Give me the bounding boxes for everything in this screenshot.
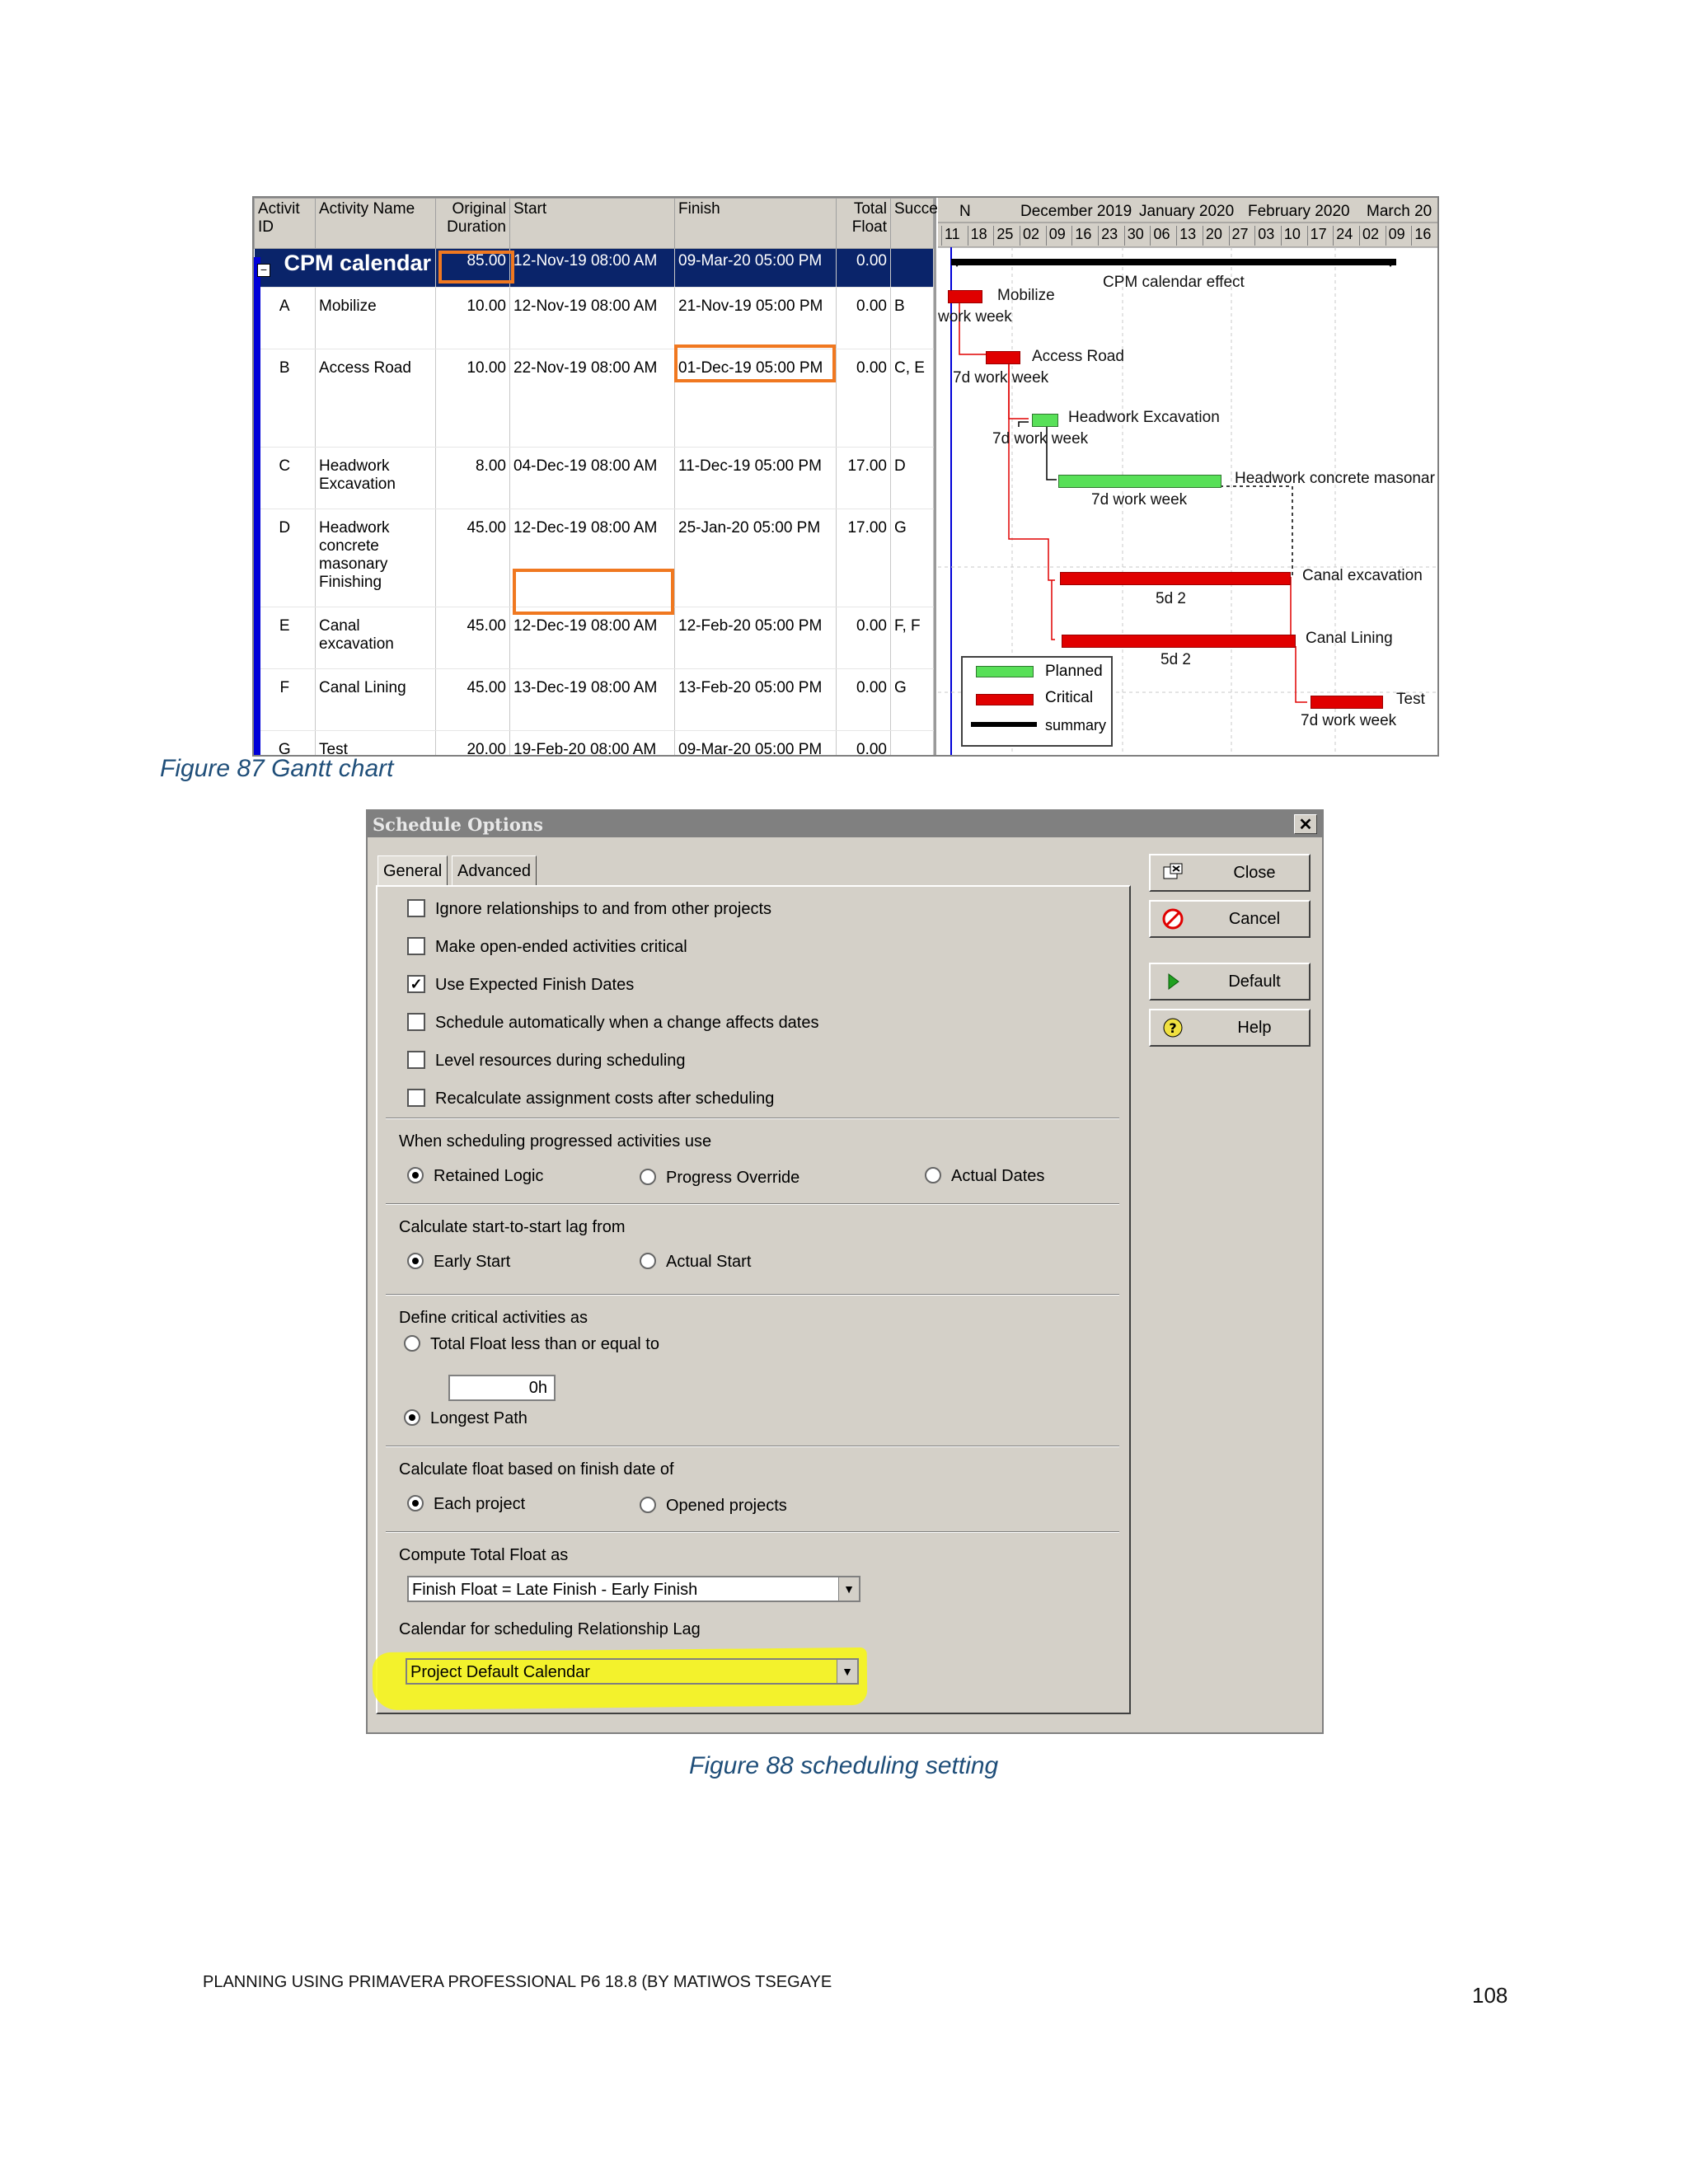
cell-float: 0.00 [837, 731, 891, 757]
week-tick: 17 [1307, 226, 1334, 246]
bar-canal-lining[interactable] [1062, 635, 1296, 648]
week-tick: 16 [1071, 226, 1098, 246]
cell-name: Test [316, 731, 436, 757]
cell-succ: G [891, 669, 934, 731]
gantt-screenshot [252, 196, 1439, 757]
checkbox-label: Schedule automatically when a change affects dates [435, 1014, 819, 1032]
summary-bar[interactable] [951, 259, 1396, 265]
cell-float: 0.00 [837, 349, 891, 448]
page-number: 108 [1472, 1983, 1508, 2008]
radio-button[interactable] [407, 1253, 424, 1269]
option-schedule-automatically[interactable] [407, 1014, 819, 1033]
close-button[interactable] [1149, 854, 1311, 892]
bar-test-commission[interactable] [1311, 696, 1383, 709]
table-row-summary[interactable] [255, 249, 934, 288]
week-tick: 25 [993, 226, 1020, 246]
total-float-value: Finish Float = Late Finish - Early Finish [412, 1581, 698, 1599]
cell-name: Mobilize [316, 288, 436, 349]
dialog-titlebar[interactable] [368, 811, 1322, 837]
total-float-select[interactable] [407, 1576, 860, 1602]
radio-label: Opened projects [666, 1497, 787, 1515]
radio-label: Progress Override [666, 1169, 800, 1187]
gantt-chart-area [938, 198, 1437, 755]
week-tick: 09 [1386, 226, 1412, 246]
divider [386, 1203, 1119, 1205]
cell-start: 04-Dec-19 08:00 AM [510, 448, 675, 509]
svg-text:?: ? [1169, 1020, 1177, 1036]
radio-label: Longest Path [430, 1409, 528, 1427]
annotation-finish-box [674, 344, 836, 382]
total-float-label: Compute Total Float as [399, 1546, 569, 1564]
dialog-title: Schedule Options [373, 814, 543, 835]
checkbox-label: Make open-ended activities critical [435, 938, 687, 956]
week-tick: 02 [1359, 226, 1386, 246]
bar-access-road[interactable] [986, 351, 1020, 364]
cell-finish: 25-Jan-20 05:00 PM [675, 509, 837, 607]
radio-early-start[interactable] [407, 1253, 510, 1272]
month-N: N [959, 203, 971, 220]
radio-button[interactable] [407, 1495, 424, 1511]
cell-succ [891, 731, 934, 757]
option-expected-finish[interactable] [407, 976, 634, 995]
summary-duration: 85.00 [436, 249, 510, 288]
cell-id: B [255, 349, 316, 448]
radio-label: Total Float less than or equal to [430, 1335, 659, 1353]
chevron-down-icon[interactable]: ▼ [838, 1577, 859, 1601]
radio-label: Actual Dates [951, 1167, 1045, 1185]
help-button[interactable] [1149, 1009, 1311, 1047]
col-activity-name[interactable]: Activity Name [316, 199, 436, 249]
page-footer: PLANNING USING PRIMAVERA PROFESSIONAL P6 18.8 (BY MATIWOS TSEGAYE [203, 1973, 832, 1991]
legend-planned-label: Planned [1045, 663, 1103, 680]
progressed-label: When scheduling progressed activities use [399, 1132, 712, 1151]
radio-progress-override[interactable] [640, 1169, 799, 1188]
summary-succ [891, 249, 934, 288]
week-tick: 03 [1254, 226, 1281, 246]
checkbox-open-ended-critical[interactable] [407, 937, 425, 955]
summary-finish: 09-Mar-20 05:00 PM [675, 249, 837, 288]
radio-actual-start[interactable] [640, 1253, 751, 1272]
col-finish[interactable]: Finish [675, 199, 837, 249]
cell-id: A [255, 288, 316, 349]
float-basis-label: Calculate float based on finish date of [399, 1460, 674, 1479]
label-headwork-concrete: Headwork concrete masonar [1235, 470, 1435, 487]
button-label: Default [1228, 972, 1281, 991]
week-ticks [941, 226, 1437, 246]
cell-float: 17.00 [837, 509, 891, 607]
bar-headwork-concrete[interactable] [1058, 475, 1221, 488]
label-mobilize-sub: work week [938, 308, 1012, 326]
cell-start: 13-Dec-19 08:00 AM [510, 669, 675, 731]
col-start[interactable]: Start [510, 199, 675, 249]
table-row[interactable] [255, 731, 934, 757]
label-summary: CPM calendar effect [1103, 274, 1245, 291]
label-canal-lining: Canal Lining [1306, 630, 1393, 647]
summary-float: 0.00 [837, 249, 891, 288]
cell-finish: 09-Mar-20 05:00 PM [675, 731, 837, 757]
week-tick: 16 [1411, 226, 1437, 246]
wbs-band [254, 257, 260, 755]
calendar-label: Calendar for scheduling Relationship Lag [399, 1620, 701, 1638]
option-level-resources[interactable] [407, 1052, 686, 1071]
summary-start: 12-Nov-19 08:00 AM [510, 249, 675, 288]
cell-name: Canal Lining [316, 669, 436, 731]
cell-name: Canal excavation [316, 607, 436, 669]
figure-87-caption: Figure 87 Gantt chart [160, 755, 394, 782]
cancel-icon [1162, 908, 1184, 930]
radio-actual-dates[interactable] [925, 1167, 1044, 1186]
cell-id: D [255, 509, 316, 607]
cell-duration: 20.00 [436, 731, 510, 757]
calendar-value: Project Default Calendar [410, 1663, 590, 1681]
cell-id: F [255, 669, 316, 731]
week-tick: 06 [1150, 226, 1176, 246]
cell-start: 19-Feb-20 08:00 AM [510, 731, 675, 757]
radio-total-float[interactable] [404, 1335, 659, 1354]
month-jan-2020: January 2020 [1139, 203, 1235, 220]
label-canal-excavation-sub: 5d 2 [1156, 590, 1186, 607]
option-recalculate-costs[interactable] [407, 1090, 774, 1108]
table-row[interactable] [255, 448, 934, 509]
schedule-options-dialog [366, 809, 1324, 1734]
cell-name: Headwork concrete masonary Finishing [316, 509, 436, 607]
week-tick: 24 [1333, 226, 1359, 246]
legend-summary-swatch [971, 722, 1037, 727]
checkbox-ignore-relationships[interactable] [407, 899, 425, 917]
checkbox-label: Recalculate assignment costs after scheduling [435, 1090, 775, 1108]
table-row[interactable] [255, 288, 934, 349]
cell-finish: 11-Dec-19 05:00 PM [675, 448, 837, 509]
cell-succ: G [891, 509, 934, 607]
collapse-icon[interactable]: − [257, 264, 270, 277]
float-threshold-input[interactable]: 0h [448, 1375, 556, 1401]
cell-succ: F, F [891, 607, 934, 669]
legend-critical-label: Critical [1045, 689, 1094, 706]
checkbox-expected-finish[interactable]: ✓ [407, 975, 425, 993]
cell-start: 22-Nov-19 08:00 AM [510, 349, 675, 448]
radio-label: Each project [434, 1495, 526, 1513]
sslag-label: Calculate start-to-start lag from [399, 1218, 626, 1236]
summary-name: CPM calendar [255, 249, 436, 288]
week-tick: 13 [1176, 226, 1203, 246]
label-headwork-excavation-sub: 7d work week [992, 430, 1089, 448]
cell-succ: B [891, 288, 934, 349]
cell-duration: 10.00 [436, 349, 510, 448]
cell-duration: 8.00 [436, 448, 510, 509]
cell-succ: D [891, 448, 934, 509]
table-header-row [255, 199, 934, 249]
radio-button[interactable] [404, 1335, 420, 1352]
radio-label: Early Start [434, 1253, 511, 1271]
help-icon [1162, 1017, 1184, 1038]
col-original-duration[interactable]: Original Duration [436, 199, 510, 249]
cell-id: C [255, 448, 316, 509]
radio-label: Retained Logic [434, 1167, 544, 1185]
cell-start: 12-Dec-19 08:00 AM [510, 509, 675, 607]
divider [386, 1446, 1119, 1447]
close-window-icon [1162, 862, 1184, 883]
radio-each-project[interactable] [407, 1495, 525, 1514]
radio-button[interactable] [407, 1167, 424, 1183]
week-tick: 18 [968, 226, 994, 246]
divider [386, 1118, 1119, 1119]
cell-name: Headwork Excavation [316, 448, 436, 509]
cell-start: 12-Nov-19 08:00 AM [510, 288, 675, 349]
label-headwork-excavation: Headwork Excavation [1068, 409, 1220, 426]
col-total-float[interactable]: Total Float [837, 199, 891, 249]
radio-button[interactable] [640, 1253, 656, 1269]
label-test: Test [1396, 691, 1425, 708]
chevron-down-icon[interactable]: ▼ [837, 1660, 857, 1683]
bar-headwork-excavation[interactable] [1032, 414, 1058, 427]
radio-longest-path[interactable] [404, 1409, 528, 1428]
play-icon [1162, 971, 1184, 992]
label-canal-lining-sub: 5d 2 [1160, 651, 1191, 668]
cell-id: G [255, 731, 316, 757]
label-access-road: Access Road [1032, 348, 1124, 365]
option-ignore-relationships[interactable] [407, 900, 771, 919]
checkbox-level-resources[interactable] [407, 1051, 425, 1069]
week-tick: 23 [1098, 226, 1124, 246]
cell-float: 17.00 [837, 448, 891, 509]
checkbox-schedule-automatically[interactable] [407, 1013, 425, 1031]
label-canal-excavation: Canal excavation [1302, 567, 1423, 584]
week-tick: 27 [1229, 226, 1255, 246]
annotation-duration-box [438, 251, 514, 284]
button-label: Close [1233, 864, 1276, 882]
week-tick: 02 [1020, 226, 1046, 246]
radio-button[interactable] [404, 1409, 420, 1426]
week-tick: 11 [941, 226, 968, 246]
cell-float: 0.00 [837, 288, 891, 349]
legend [961, 656, 1113, 747]
week-tick: 10 [1281, 226, 1307, 246]
radio-button[interactable] [640, 1169, 656, 1185]
cell-name: Access Road [316, 349, 436, 448]
cell-duration: 45.00 [436, 509, 510, 607]
radio-retained-logic[interactable] [407, 1167, 543, 1186]
cell-float: 0.00 [837, 669, 891, 731]
tab-general[interactable]: General [377, 855, 448, 886]
cell-duration: 45.00 [436, 607, 510, 669]
general-tab-panel [376, 885, 1131, 1714]
button-label: Help [1237, 1019, 1272, 1037]
cell-duration: 45.00 [436, 669, 510, 731]
radio-opened-projects[interactable] [640, 1497, 787, 1516]
close-icon[interactable]: ✕ [1294, 814, 1317, 834]
checkbox-label: Level resources during scheduling [435, 1052, 686, 1070]
divider [386, 1531, 1119, 1533]
month-feb-2020: February 2020 [1248, 203, 1350, 220]
cell-finish: 01-Dec-19 05:00 PM [675, 349, 837, 448]
cell-finish: 21-Nov-19 05:00 PM [675, 288, 837, 349]
label-mobilize: Mobilize [997, 287, 1055, 304]
cancel-button[interactable] [1149, 900, 1311, 938]
activity-table [254, 198, 936, 755]
default-button[interactable] [1149, 963, 1311, 1001]
divider [386, 1294, 1119, 1296]
table-row[interactable] [255, 607, 934, 669]
label-test-sub: 7d work week [1301, 712, 1397, 729]
week-tick: 30 [1124, 226, 1151, 246]
table-row[interactable] [255, 669, 934, 731]
option-open-ended-critical[interactable] [407, 938, 687, 957]
label-headwork-concrete-sub: 7d work week [1091, 491, 1188, 509]
button-label: Cancel [1228, 910, 1281, 928]
cell-duration: 10.00 [436, 288, 510, 349]
cell-finish: 13-Feb-20 05:00 PM [675, 669, 837, 731]
cell-start: 12-Dec-19 08:00 AM [510, 607, 675, 669]
label-access-road-sub: 7d work week [953, 369, 1049, 387]
radio-label: Actual Start [666, 1253, 752, 1271]
checkbox-label: Use Expected Finish Dates [435, 976, 635, 994]
week-tick: 09 [1046, 226, 1072, 246]
annotation-start-box [513, 569, 674, 615]
month-mar-2020: March 20 [1367, 203, 1432, 220]
critical-label: Define critical activities as [399, 1309, 588, 1327]
col-successors[interactable]: Succe [891, 199, 934, 249]
legend-critical-swatch [976, 694, 1034, 705]
checkbox-label: Ignore relationships to and from other projects [435, 900, 771, 918]
cell-succ: C, E [891, 349, 934, 448]
radio-button[interactable] [640, 1497, 656, 1513]
figure-88-caption: Figure 88 scheduling setting [689, 1752, 999, 1779]
tab-advanced[interactable]: Advanced [452, 855, 537, 886]
cell-id: E [255, 607, 316, 669]
cell-float: 0.00 [837, 607, 891, 669]
legend-summary-label: summary [1045, 717, 1107, 733]
col-activity-id[interactable]: Activit ID [255, 199, 316, 249]
radio-button[interactable] [925, 1167, 941, 1183]
legend-planned-swatch [976, 666, 1034, 677]
calendar-select[interactable] [406, 1658, 859, 1685]
checkbox-recalculate-costs[interactable] [407, 1089, 425, 1107]
cell-finish: 12-Feb-20 05:00 PM [675, 607, 837, 669]
week-tick: 20 [1203, 226, 1229, 246]
bar-canal-excavation[interactable] [1060, 572, 1291, 585]
bar-mobilize[interactable] [948, 290, 982, 303]
month-dec-2019: December 2019 [1020, 203, 1132, 220]
